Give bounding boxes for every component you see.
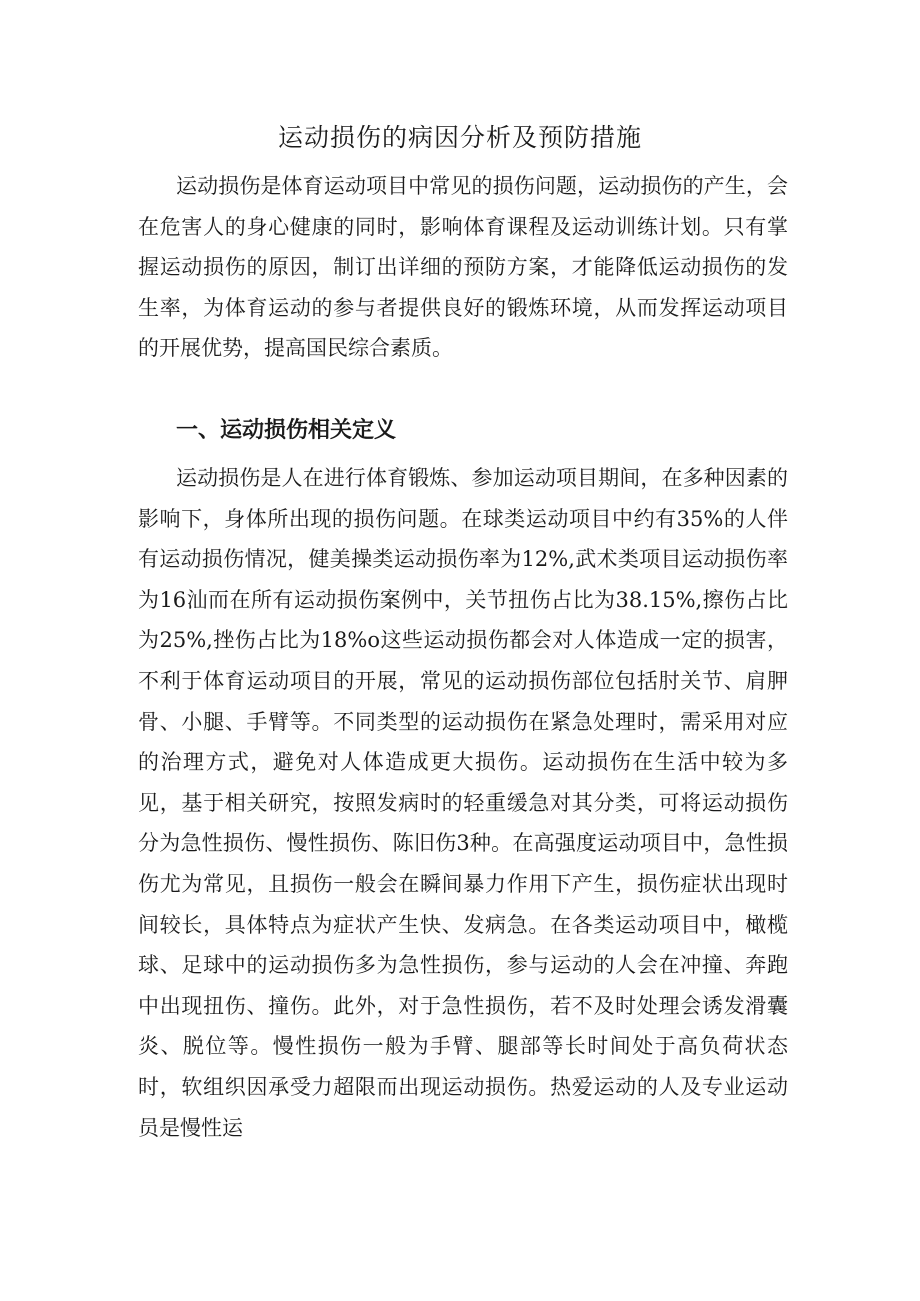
document-title: 运动损伤的病因分析及预防措施 [277, 123, 642, 152]
intro-paragraph: 运动损伤是体育运动项目中常见的损伤问题，运动损伤的产生，会在危害人的身心健康的同时，影响体育课程及运动训练计划。只有掌握运动损伤的原因，制订出详细的预防方案，才能降低运动损伤的发生率，为体育运动的参与者提供良好的锻炼环境，从而发挥运动项目的开展优势，提高国民综合素质。 [138, 174, 788, 361]
section-paragraph: 运动损伤是人在进行体育锻炼、参加运动项目期间，在多种因素的影响下，身体所出现的损伤问题。在球类运动项目中约有35%的人伴有运动损伤情况，健美操类运动损伤率为12%,武术类项目运动损伤率为16汕而在所有运动损伤案例中，关节扭伤占比为38.15%,擦伤占比为25%,挫伤占比为18%o这些运动损伤都会对人体造成一定的损害，不利于体育运动项目的开展，常见的运动损伤部位包括肘关节、肩胛骨、小腿、手臂等。不同类型的运动损伤在紧急处理时，需采用对应的治理方式，避免对人体造成更大损伤。运动损伤在生活中较为多见，基于相关研究，按照发病时的轻重缓急对其分类，可将运动损伤分为急性损伤、慢性损伤、陈旧伤3种。在高强度运动项目中，急性损伤尤为常见，且损伤一般会在瞬间暴力作用下产生，损伤症状出现时间较长，具体特点为症状产生快、发病急。在各类运动项目中，橄榄球、足球中的运动损伤多为急性损伤，参与运动的人会在冲撞、奔跑中出现扭伤、撞伤。此外，对于急性损伤，若不及时处理会诱发滑囊炎、脱位等。慢性损伤一般为手臂、腿部等长时间处于高负荷状态时，软组织因承受力超限而出现运动损伤。热爱运动的人及专业运动员是慢性运 [138, 466, 788, 1140]
section-heading: 一、运动损伤相关定义 [176, 418, 397, 443]
